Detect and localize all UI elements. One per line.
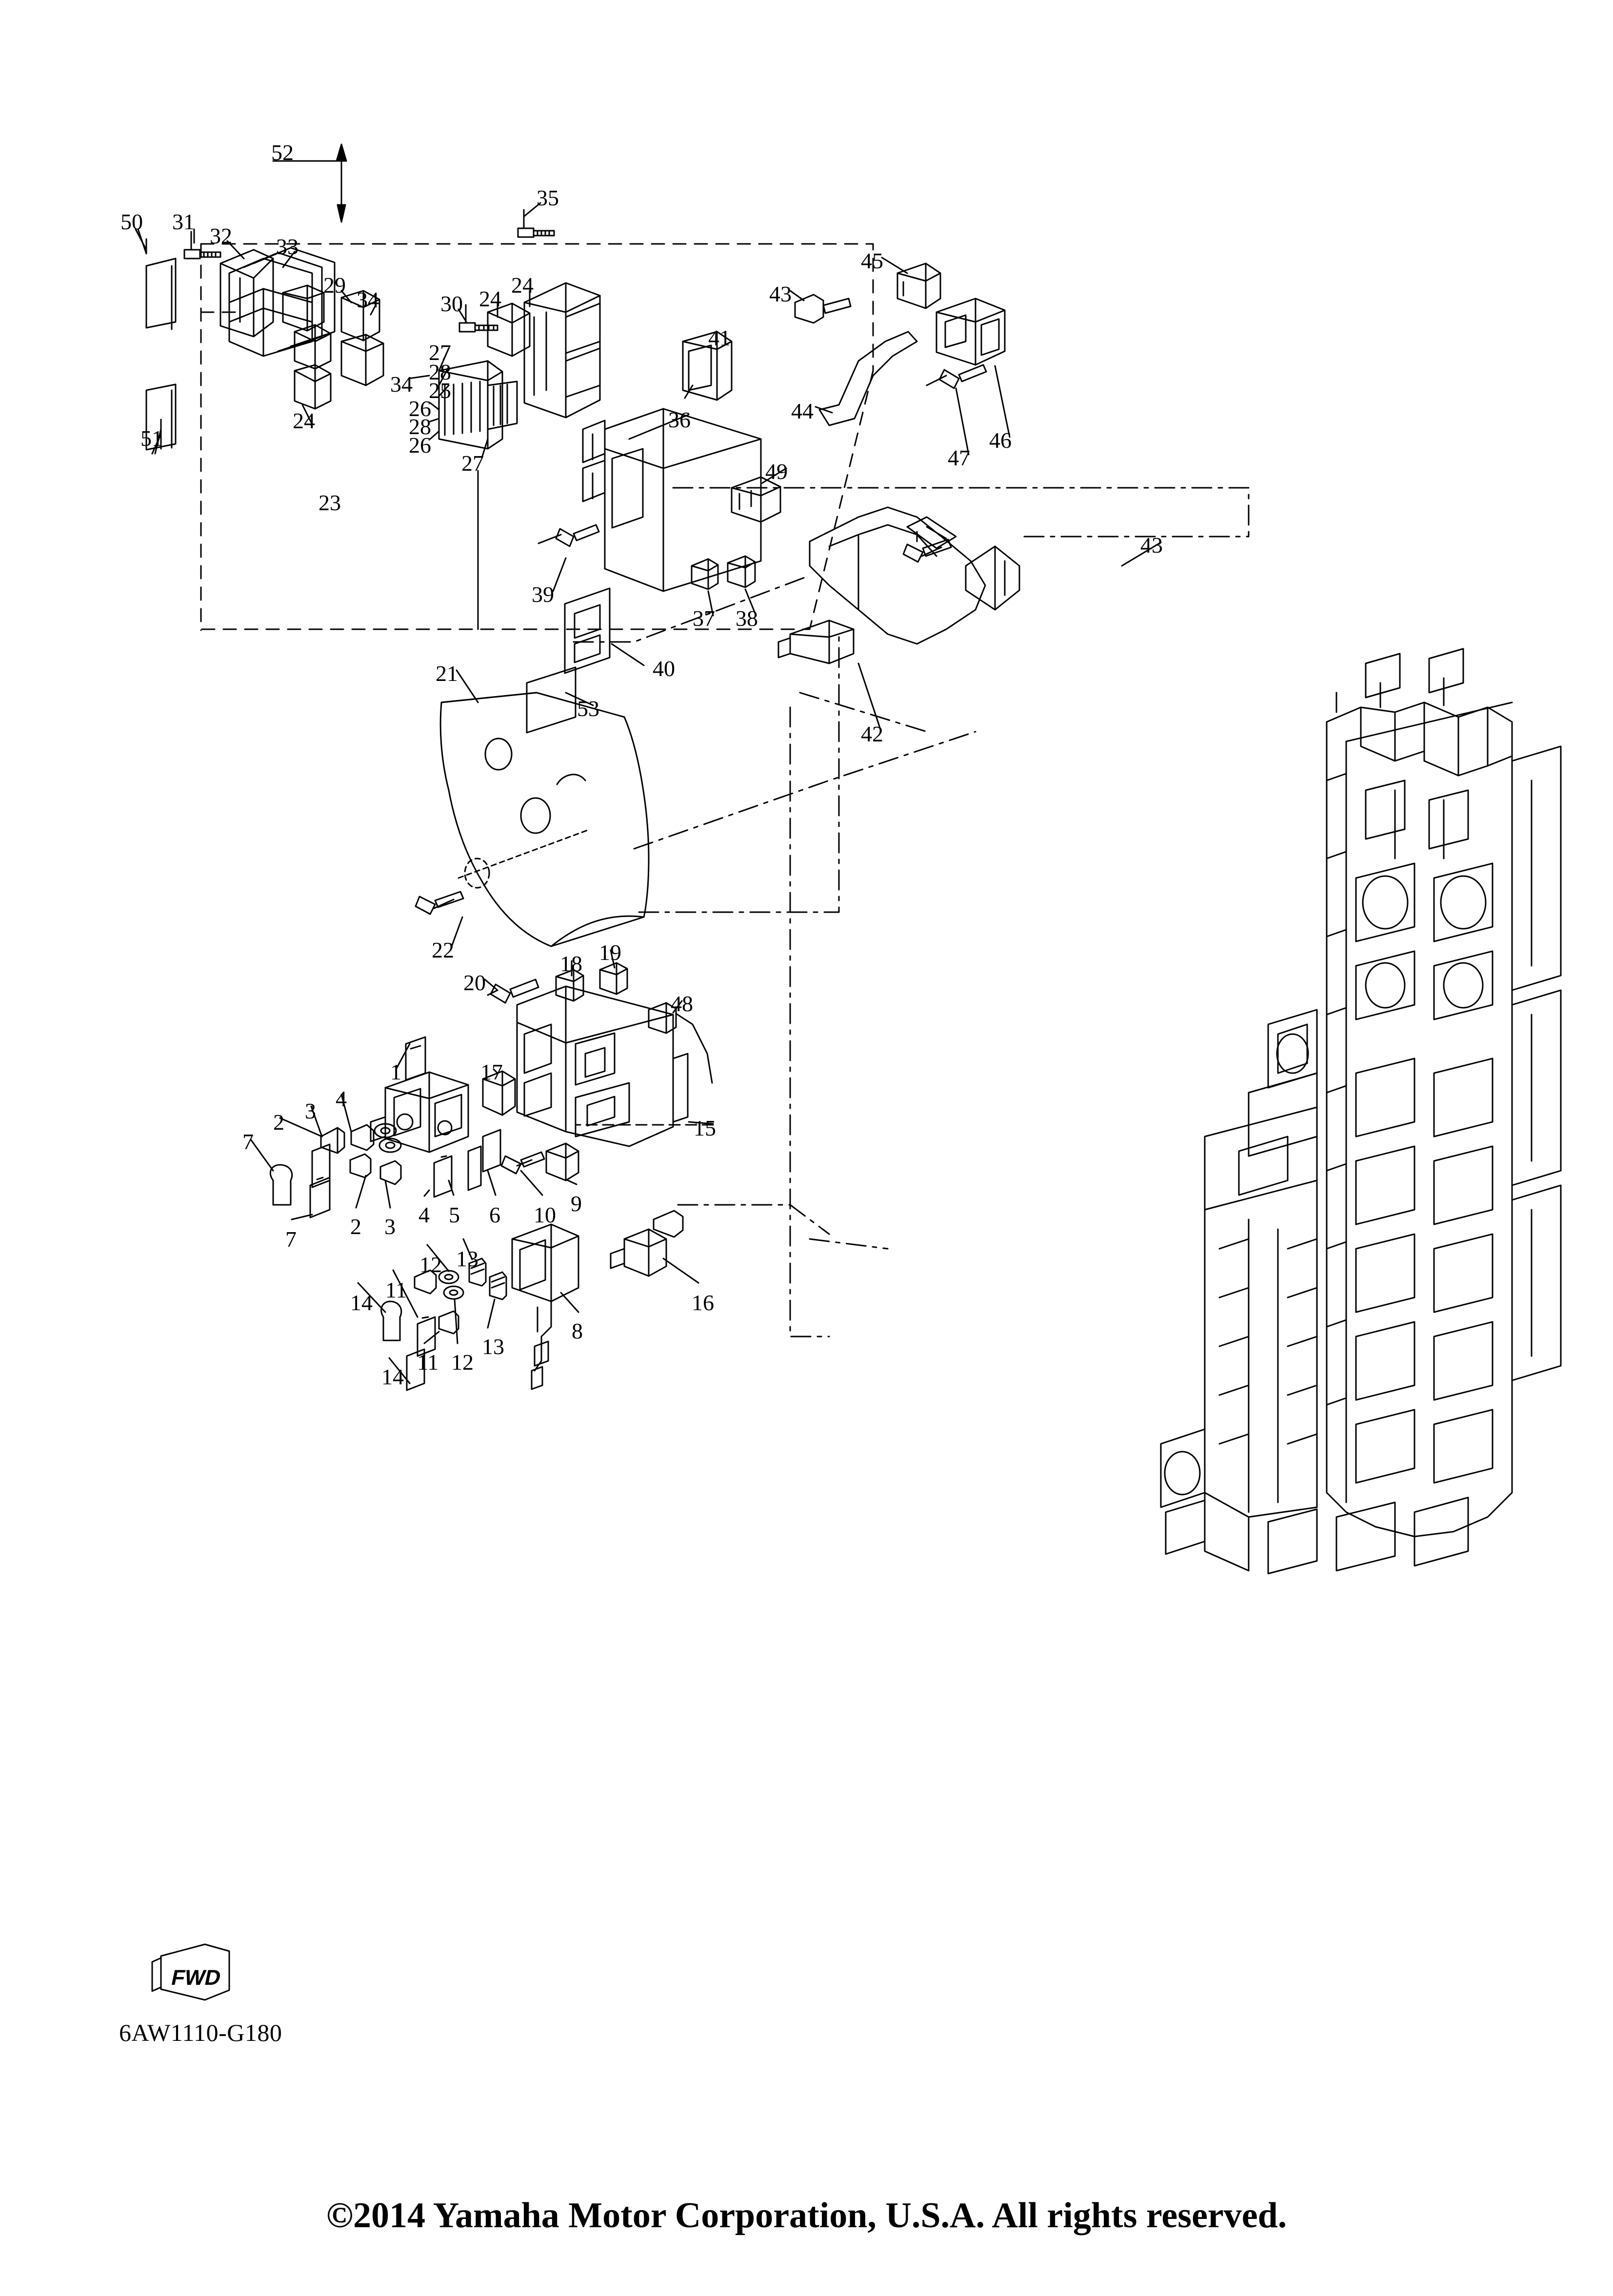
callout-31[interactable]: 31	[172, 209, 195, 234]
callout-34b[interactable]: 34	[390, 372, 413, 397]
callout-28b[interactable]: 28	[409, 414, 431, 439]
diagram-part-number: 6AW1110-G180	[119, 2019, 282, 2046]
callout-25[interactable]: 25	[429, 378, 451, 403]
callout-20[interactable]: 20	[463, 970, 486, 995]
callout-13a[interactable]: 13	[456, 1246, 478, 1271]
fwd-orientation-label: FWD	[169, 1966, 223, 1990]
callout-27b[interactable]: 27	[461, 451, 484, 476]
callout-38[interactable]: 38	[736, 606, 758, 631]
callout-43b[interactable]: 43	[1140, 533, 1163, 558]
callout-24c[interactable]: 24	[293, 408, 315, 433]
callout-21[interactable]: 21	[436, 661, 458, 686]
callout-6[interactable]: 6	[489, 1202, 500, 1227]
callout-1[interactable]: 1	[390, 1059, 401, 1084]
callout-46[interactable]: 46	[989, 428, 1012, 453]
copyright-notice: ©2014 Yamaha Motor Corporation, U.S.A. All rights reserved.	[326, 2196, 1287, 2236]
callout-37[interactable]: 37	[693, 606, 715, 631]
callout-33[interactable]: 33	[276, 234, 299, 259]
callout-49[interactable]: 49	[765, 459, 788, 484]
callout-10[interactable]: 10	[534, 1202, 556, 1227]
callout-9[interactable]: 9	[571, 1191, 582, 1216]
callout-26a[interactable]: 26	[409, 396, 431, 421]
callout-53[interactable]: 53	[577, 696, 599, 721]
callout-5[interactable]: 5	[449, 1202, 460, 1227]
callout-44[interactable]: 44	[791, 399, 814, 423]
callout-36[interactable]: 36	[668, 407, 691, 432]
callout-3b[interactable]: 3	[384, 1214, 396, 1239]
callout-27a[interactable]: 27	[429, 340, 451, 365]
callout-13b[interactable]: 13	[482, 1334, 504, 1359]
callout-14a[interactable]: 14	[350, 1290, 373, 1315]
callout-30[interactable]: 30	[440, 291, 463, 316]
callout-12a[interactable]: 12	[419, 1252, 442, 1277]
callout-45[interactable]: 45	[861, 248, 883, 273]
callout-26b[interactable]: 26	[409, 433, 431, 458]
callout-15[interactable]: 15	[694, 1116, 716, 1140]
callout-34a[interactable]: 34	[357, 287, 379, 312]
callout-2a[interactable]: 2	[273, 1110, 284, 1135]
callout-12b[interactable]: 12	[451, 1350, 474, 1375]
callout-18[interactable]: 18	[560, 951, 582, 976]
callout-11b[interactable]: 11	[417, 1350, 439, 1375]
callout-51[interactable]: 51	[140, 426, 163, 451]
callout-19[interactable]: 19	[599, 940, 621, 965]
callout-4a[interactable]: 4	[336, 1086, 347, 1111]
callout-43a[interactable]: 43	[769, 281, 792, 306]
callout-47[interactable]: 47	[948, 445, 970, 470]
callout-3a[interactable]: 3	[305, 1098, 316, 1123]
callout-14b[interactable]: 14	[381, 1364, 404, 1389]
callout-22[interactable]: 22	[432, 938, 454, 962]
callout-35[interactable]: 35	[537, 185, 559, 210]
callout-50[interactable]: 50	[120, 209, 143, 234]
callout-32[interactable]: 32	[210, 223, 232, 248]
callout-8[interactable]: 8	[572, 1318, 583, 1343]
callout-28a[interactable]: 28	[429, 359, 451, 384]
callout-39[interactable]: 39	[532, 582, 554, 607]
callout-17[interactable]: 17	[480, 1059, 503, 1084]
callout-2b[interactable]: 2	[350, 1214, 361, 1239]
callout-16[interactable]: 16	[692, 1290, 714, 1315]
callout-24a[interactable]: 24	[479, 286, 501, 311]
callout-7a[interactable]: 7	[242, 1129, 254, 1154]
callout-29[interactable]: 29	[323, 273, 346, 298]
callout-24b[interactable]: 24	[511, 273, 534, 298]
callout-40[interactable]: 40	[653, 656, 675, 681]
callout-48[interactable]: 48	[671, 991, 693, 1016]
callout-41[interactable]: 41	[708, 325, 731, 350]
callout-52[interactable]: 52	[271, 140, 294, 165]
callout-4b[interactable]: 4	[418, 1202, 430, 1227]
callout-7b[interactable]: 7	[285, 1227, 297, 1252]
callout-42[interactable]: 42	[861, 721, 883, 746]
callout-23[interactable]: 23	[319, 490, 341, 515]
callout-11a[interactable]: 11	[385, 1278, 407, 1302]
